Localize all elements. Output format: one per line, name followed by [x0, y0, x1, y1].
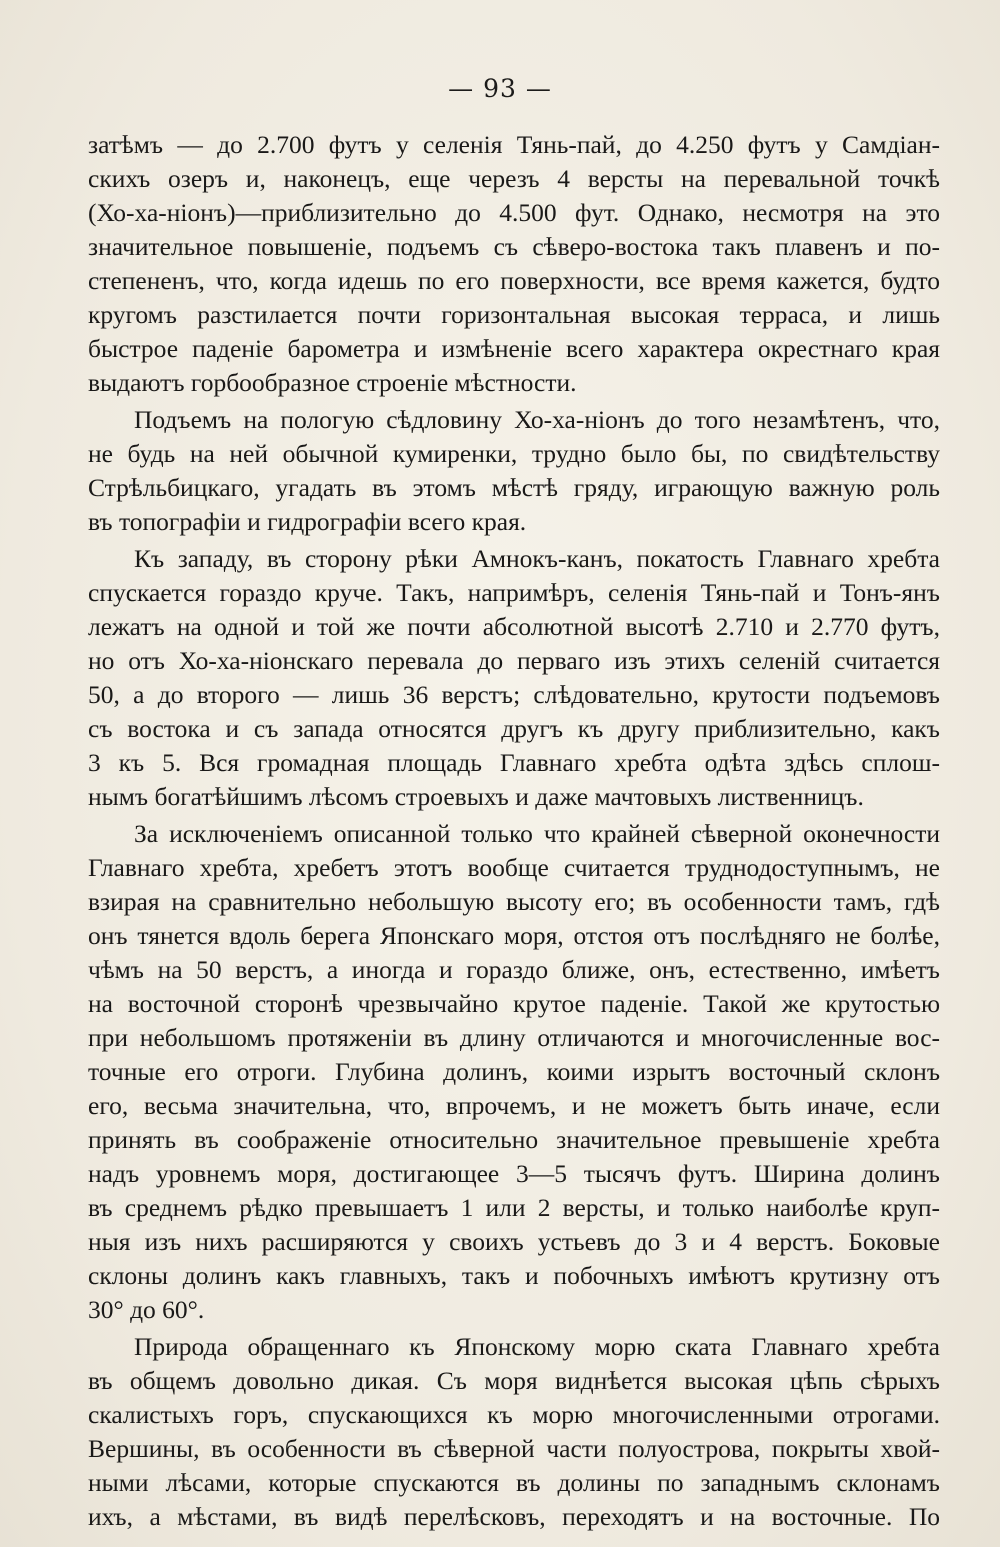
body-text — [88, 128, 940, 1534]
text-line: Подъемъ на пологую сѣдловину Хо-ха-ніонъ до того незамѣтенъ, что, — [134, 405, 940, 434]
text-line: въ топографіи и гидрографіи всего края. — [88, 507, 527, 536]
paragraph-3 — [88, 542, 940, 814]
text-line: затѣмъ — до 2.700 футъ у селенія Тянь-пай, до 4.250 футъ у Самдіан- — [88, 130, 940, 159]
text-line: въ общемъ довольно дикая. Съ моря виднѣется высокая цѣпь сѣрыхъ — [88, 1366, 940, 1395]
text-line: Вершины, въ особенности въ сѣверной части полуострова, покрыты хвой- — [88, 1434, 940, 1463]
text-line: спускается гораздо круче. Такъ, напримѣръ, селенія Тянь-пай и Тонъ-янъ — [88, 578, 940, 607]
text-line: взирая на сравнительно небольшую высоту его; въ особенности тамъ, гдѣ — [88, 887, 940, 916]
text-line: Къ западу, въ сторону рѣки Амнокъ-канъ, покатость Главнаго хребта — [134, 544, 940, 573]
text-line: 3 къ 5. Вся громадная площадь Главнаго хребта одѣта здѣсь сплош- — [88, 748, 940, 777]
text-line: Главнаго хребта, хребетъ этотъ вообще считается труднодоступнымъ, не — [88, 853, 940, 882]
text-line: принять въ соображеніе относительно значительное превышеніе хребта — [88, 1125, 940, 1154]
text-line: Стрѣльбицкаго, угадать въ этомъ мѣстѣ гряду, играющую важную роль — [88, 473, 940, 502]
text-line: надъ уровнемъ моря, достигающее 3—5 тысячъ футъ. Ширина долинъ — [88, 1159, 940, 1188]
page-number: — 93 — — [448, 74, 552, 103]
text-line: при небольшомъ протяженіи въ длину отличаются и многочисленные вос- — [88, 1023, 940, 1052]
paragraph-4 — [88, 817, 940, 1327]
paragraph-5 — [88, 1330, 940, 1534]
text-line: не будь на ней обычной кумиренки, трудно было бы, по свидѣтельству — [88, 439, 940, 468]
text-line: ными лѣсами, которые спускаются въ долины по западнымъ склонамъ — [88, 1468, 940, 1497]
text-line: За исключеніемъ описанной только что крайней сѣверной оконечности — [134, 819, 940, 848]
text-line: ныя изъ нихъ расширяются у своихъ устьевъ до 3 и 4 верстъ. Боковые — [88, 1227, 940, 1256]
text-line: 50, а до второго — лишь 36 верстъ; слѣдовательно, крутости подъемовъ — [88, 680, 940, 709]
text-line: кругомъ разстилается почти горизонтальная высокая терраса, и лишь — [88, 300, 940, 329]
text-line: его, весьма значительна, что, впрочемъ, и не можетъ быть иначе, если — [88, 1091, 940, 1120]
text-line: выдаютъ горбообразное строеніе мѣстности. — [88, 368, 577, 397]
text-line: 30° до 60°. — [88, 1295, 205, 1324]
text-line: степененъ, что, когда идешь по его поверхности, все время кажется, будто — [88, 266, 940, 295]
text-line: съ востока и съ запада относятся другъ къ другу приблизительно, какъ — [88, 714, 940, 743]
text-line: на восточной сторонѣ чрезвычайно крутое паденіе. Такой же крутостью — [88, 989, 940, 1018]
text-line: чѣмъ на 50 верстъ, а иногда и гораздо ближе, онъ, естественно, имѣетъ — [88, 955, 940, 984]
text-line: ихъ, а мѣстами, въ видѣ перелѣсковъ, переходятъ и на восточные. По — [88, 1502, 940, 1531]
text-line: лежатъ на одной и той же почти абсолютной высотѣ 2.710 и 2.770 футъ, — [88, 612, 940, 641]
text-line: значительное повышеніе, подъемъ съ сѣверо-востока такъ плавенъ и по- — [88, 232, 940, 261]
text-line: склоны долинъ какъ главныхъ, такъ и побочныхъ имѣютъ крутизну отъ — [88, 1261, 940, 1290]
text-line: нымъ богатѣйшимъ лѣсомъ строевыхъ и даже мачтовыхъ лиственницъ. — [88, 782, 864, 811]
text-line: (Хо-ха-ніонъ)—приблизительно до 4.500 фут. Однако, несмотря на это — [88, 198, 940, 227]
text-line: точные его отроги. Глубина долинъ, коими изрытъ восточный склонъ — [88, 1057, 940, 1086]
text-line: въ среднемъ рѣдко превышаетъ 1 или 2 версты, и только наиболѣе круп- — [88, 1193, 940, 1222]
paragraph-1 — [88, 128, 940, 400]
text-line: скихъ озеръ и, наконецъ, еще черезъ 4 версты на перевальной точкѣ — [88, 164, 940, 193]
text-line: но отъ Хо-ха-ніонскаго перевала до перваго изъ этихъ селеній считается — [88, 646, 940, 675]
text-line: быстрое паденіе барометра и измѣненіе всего характера окрестнаго края — [88, 334, 940, 363]
text-line: онъ тянется вдоль берега Японскаго моря, отстоя отъ послѣдняго не болѣе, — [88, 921, 940, 950]
paragraph-2 — [88, 403, 940, 539]
text-line: скалистыхъ горъ, спускающихся къ морю многочисленными отрогами. — [88, 1400, 940, 1429]
text-line: Природа обращеннаго къ Японскому морю ската Главнаго хребта — [134, 1332, 940, 1361]
